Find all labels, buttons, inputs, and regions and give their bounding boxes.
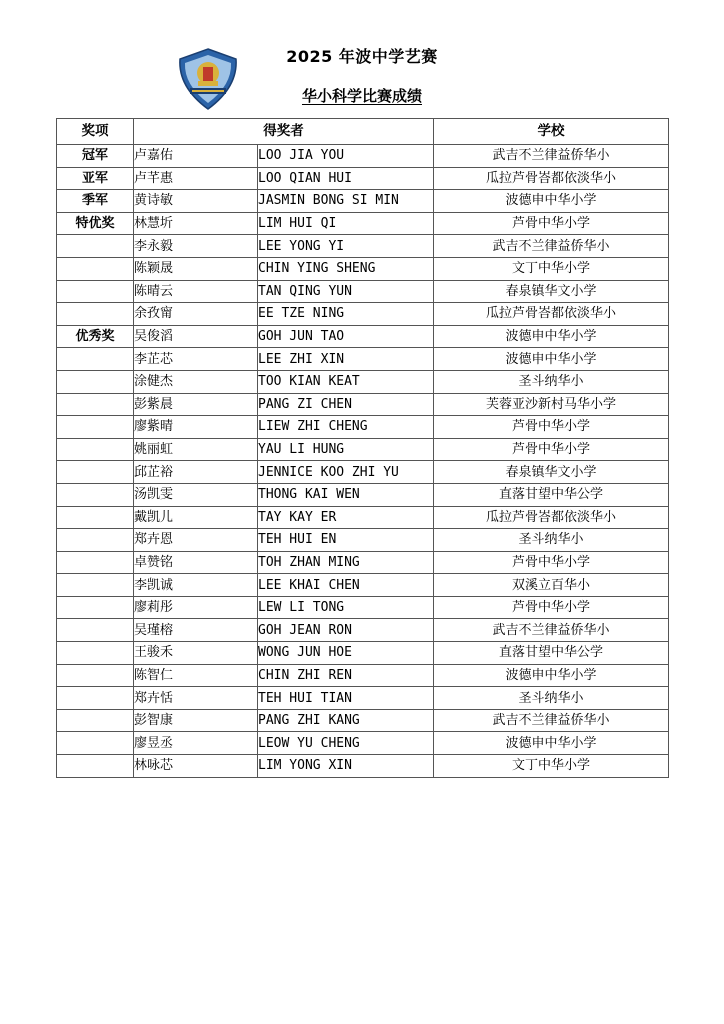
award-cell — [57, 619, 134, 642]
table-row — [57, 642, 669, 665]
award-cell — [57, 574, 134, 597]
award-cell — [57, 416, 134, 439]
table-row — [57, 664, 669, 687]
school-cell: 武吉不兰律益侨华小 — [434, 145, 669, 168]
winner-chinese-name: 姚丽虹 — [134, 438, 258, 461]
school-cell: 芦骨中华小学 — [434, 551, 669, 574]
award-cell: 特优奖 — [57, 212, 134, 235]
header-school: 学校 — [434, 119, 669, 145]
winner-english-name: LEW LI TONG — [258, 596, 434, 619]
table-row — [57, 393, 669, 416]
winner-english-name: PANG ZHI KANG — [258, 709, 434, 732]
winner-english-name: GOH JUN TAO — [258, 325, 434, 348]
winner-english-name: EE TZE NING — [258, 303, 434, 326]
award-cell — [57, 596, 134, 619]
table-row — [57, 280, 669, 303]
table-row — [57, 732, 669, 755]
winner-english-name: TEH HUI EN — [258, 529, 434, 552]
winner-english-name: LEOW YU CHENG — [258, 732, 434, 755]
school-cell: 春泉镇华文小学 — [434, 461, 669, 484]
winner-english-name: TOH ZHAN MING — [258, 551, 434, 574]
winner-english-name: LIEW ZHI CHENG — [258, 416, 434, 439]
award-cell — [57, 664, 134, 687]
table-row — [57, 303, 669, 326]
winner-english-name: THONG KAI WEN — [258, 483, 434, 506]
table-header-row — [57, 119, 669, 145]
school-cell: 波德申中华小学 — [434, 664, 669, 687]
school-cell: 文丁中华小学 — [434, 257, 669, 280]
school-cell: 芦骨中华小学 — [434, 596, 669, 619]
winner-chinese-name: 彭智康 — [134, 709, 258, 732]
table-row — [57, 755, 669, 778]
table-row — [57, 506, 669, 529]
award-cell — [57, 393, 134, 416]
winner-chinese-name: 彭紫晨 — [134, 393, 258, 416]
winner-english-name: TAN QING YUN — [258, 280, 434, 303]
school-cell: 波德申中华小学 — [434, 325, 669, 348]
table-row — [57, 461, 669, 484]
winner-chinese-name: 廖莉彤 — [134, 596, 258, 619]
winner-chinese-name: 林慧圻 — [134, 212, 258, 235]
school-cell: 春泉镇华文小学 — [434, 280, 669, 303]
school-cell: 波德申中华小学 — [434, 348, 669, 371]
award-cell — [57, 461, 134, 484]
winner-english-name: CHIN ZHI REN — [258, 664, 434, 687]
table-row — [57, 438, 669, 461]
winner-english-name: CHIN YING SHENG — [258, 257, 434, 280]
school-cell: 双溪立百华小 — [434, 574, 669, 597]
winner-chinese-name: 廖昱丞 — [134, 732, 258, 755]
winner-english-name: TOO KIAN KEAT — [258, 370, 434, 393]
table-row — [57, 348, 669, 371]
winner-english-name: LEE KHAI CHEN — [258, 574, 434, 597]
table-row — [57, 257, 669, 280]
winner-chinese-name: 陈智仁 — [134, 664, 258, 687]
award-cell: 亚军 — [57, 167, 134, 190]
table-row — [57, 190, 669, 213]
winner-chinese-name: 李凯诚 — [134, 574, 258, 597]
award-cell — [57, 257, 134, 280]
award-cell — [57, 235, 134, 258]
school-cell: 瓜拉芦骨峇都依淡华小 — [434, 506, 669, 529]
award-cell — [57, 348, 134, 371]
school-cell: 圣斗纳华小 — [434, 370, 669, 393]
award-cell — [57, 529, 134, 552]
award-cell: 优秀奖 — [57, 325, 134, 348]
school-cell: 圣斗纳华小 — [434, 687, 669, 710]
table-row — [57, 212, 669, 235]
winner-chinese-name: 涂健杰 — [134, 370, 258, 393]
award-cell — [57, 483, 134, 506]
school-cell: 芦骨中华小学 — [434, 212, 669, 235]
winner-chinese-name: 卓赞铭 — [134, 551, 258, 574]
award-cell — [57, 642, 134, 665]
table-row — [57, 619, 669, 642]
winner-chinese-name: 邱芷裕 — [134, 461, 258, 484]
winner-english-name: LEE ZHI XIN — [258, 348, 434, 371]
table-row — [57, 551, 669, 574]
winner-chinese-name: 郑卉恬 — [134, 687, 258, 710]
winner-english-name: JENNICE KOO ZHI YU — [258, 461, 434, 484]
school-cell: 芦骨中华小学 — [434, 438, 669, 461]
winner-chinese-name: 戴凯儿 — [134, 506, 258, 529]
school-cell: 直落甘望中华公学 — [434, 483, 669, 506]
winner-english-name: LOO QIAN HUI — [258, 167, 434, 190]
award-cell — [57, 506, 134, 529]
winner-english-name: YAU LI HUNG — [258, 438, 434, 461]
table-row — [57, 167, 669, 190]
table-row — [57, 325, 669, 348]
table-row — [57, 235, 669, 258]
award-cell — [57, 732, 134, 755]
award-cell — [57, 280, 134, 303]
winner-english-name: JASMIN BONG SI MIN — [258, 190, 434, 213]
winner-chinese-name: 廖紫晴 — [134, 416, 258, 439]
winner-chinese-name: 卢嘉佑 — [134, 145, 258, 168]
table-row — [57, 370, 669, 393]
winner-english-name: GOH JEAN RON — [258, 619, 434, 642]
winner-chinese-name: 吴俊滔 — [134, 325, 258, 348]
header-winner: 得奖者 — [134, 119, 434, 145]
winner-english-name: TAY KAY ER — [258, 506, 434, 529]
page-subtitle: 华小科学比赛成绩 — [301, 87, 422, 105]
award-cell — [57, 755, 134, 778]
award-cell — [57, 303, 134, 326]
school-cell: 武吉不兰律益侨华小 — [434, 619, 669, 642]
winner-english-name: PANG ZI CHEN — [258, 393, 434, 416]
winner-chinese-name: 汤凯雯 — [134, 483, 258, 506]
award-cell — [57, 687, 134, 710]
school-cell: 直落甘望中华公学 — [434, 642, 669, 665]
winner-english-name: LEE YONG YI — [258, 235, 434, 258]
winner-chinese-name: 卢芊惠 — [134, 167, 258, 190]
school-cell: 瓜拉芦骨峇都依淡华小 — [434, 303, 669, 326]
table-row — [57, 596, 669, 619]
winner-chinese-name: 陈晴云 — [134, 280, 258, 303]
table-row — [57, 529, 669, 552]
winner-english-name: WONG JUN HOE — [258, 642, 434, 665]
winner-chinese-name: 林咏芯 — [134, 755, 258, 778]
winner-chinese-name: 吴瑾榕 — [134, 619, 258, 642]
results-table — [56, 118, 669, 778]
table-row — [57, 145, 669, 168]
award-cell — [57, 438, 134, 461]
award-cell — [57, 709, 134, 732]
school-cell: 圣斗纳华小 — [434, 529, 669, 552]
winner-chinese-name: 余孜甯 — [134, 303, 258, 326]
winner-english-name: LIM HUI QI — [258, 212, 434, 235]
winner-chinese-name: 李芷芯 — [134, 348, 258, 371]
school-cell: 瓜拉芦骨峇都依淡华小 — [434, 167, 669, 190]
school-cell: 武吉不兰律益侨华小 — [434, 709, 669, 732]
school-cell: 波德申中华小学 — [434, 732, 669, 755]
table-row — [57, 416, 669, 439]
school-cell: 武吉不兰律益侨华小 — [434, 235, 669, 258]
award-cell: 季军 — [57, 190, 134, 213]
winner-chinese-name: 郑卉恩 — [134, 529, 258, 552]
winner-english-name: TEH HUI TIAN — [258, 687, 434, 710]
winner-english-name: LIM YONG XIN — [258, 755, 434, 778]
award-cell — [57, 370, 134, 393]
school-cell: 文丁中华小学 — [434, 755, 669, 778]
winner-chinese-name: 李永毅 — [134, 235, 258, 258]
school-cell: 芙蓉亚沙新村马华小学 — [434, 393, 669, 416]
header-award: 奖项 — [57, 119, 134, 145]
winner-english-name: LOO JIA YOU — [258, 145, 434, 168]
table-row — [57, 709, 669, 732]
table-row — [57, 574, 669, 597]
winner-chinese-name: 陈颖晟 — [134, 257, 258, 280]
winner-chinese-name: 王骏禾 — [134, 642, 258, 665]
table-row — [57, 483, 669, 506]
winner-chinese-name: 黄诗敏 — [134, 190, 258, 213]
school-cell: 芦骨中华小学 — [434, 416, 669, 439]
page-title: 2025 年波中学艺赛 — [286, 47, 438, 66]
award-cell: 冠军 — [57, 145, 134, 168]
award-cell — [57, 551, 134, 574]
school-cell: 波德申中华小学 — [434, 190, 669, 213]
table-row — [57, 687, 669, 710]
